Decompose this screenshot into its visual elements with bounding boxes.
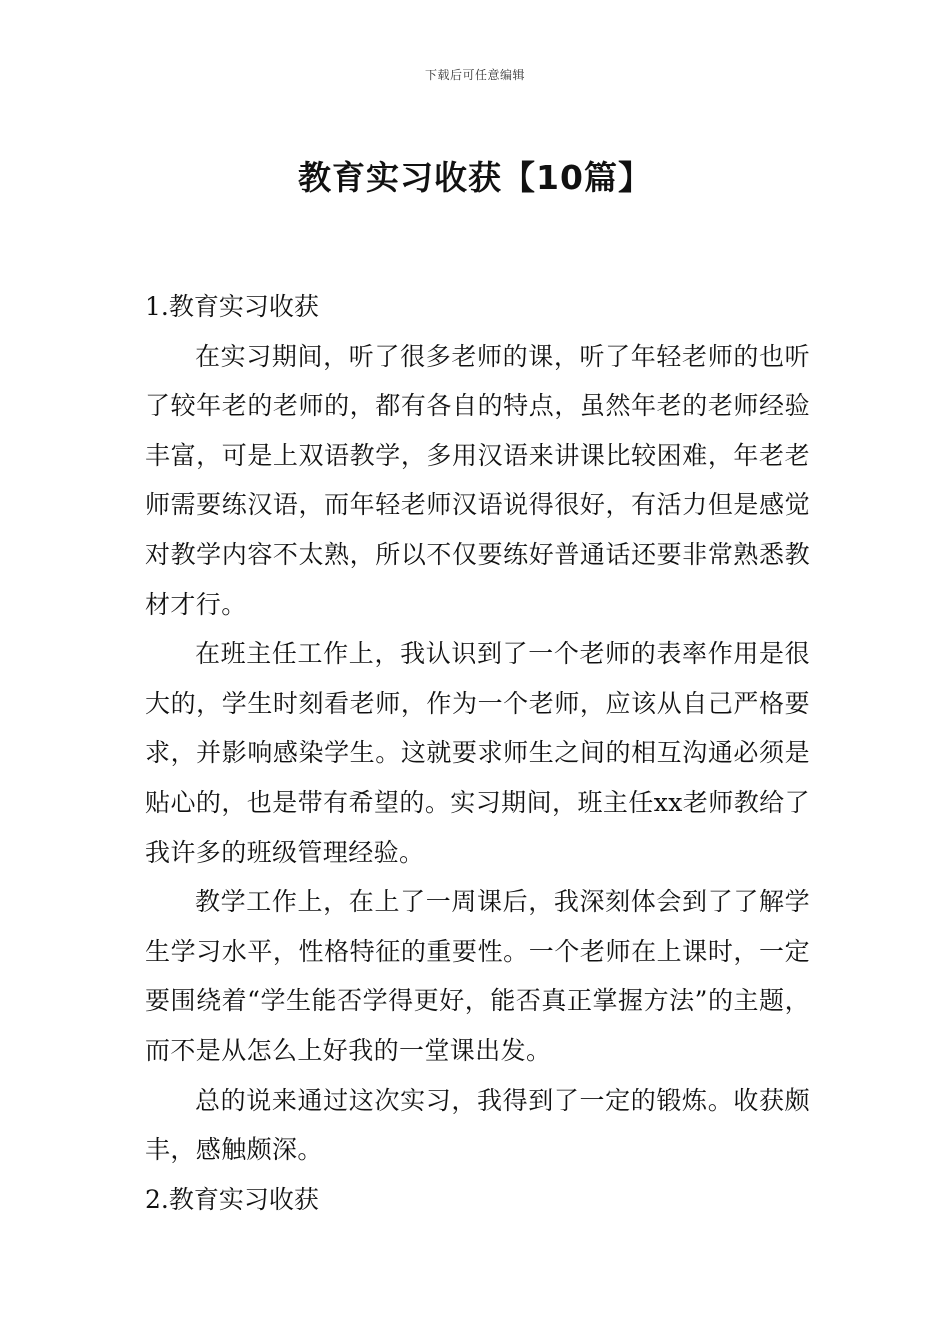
document-body <box>145 282 810 1224</box>
paragraph: 在班主任工作上，我认识到了一个老师的表率作用是很大的，学生时刻看老师，作为一个老师，应该从自己严格要求，并影响感染学生。这就要求师生之间的相互沟通必须是贴心的，也是带有希望的。实习期间，班主任xx老师教给了我许多的班级管理经验。 <box>145 639 810 867</box>
paragraph: 教学工作上，在上了一周课后，我深刻体会到了了解学生学习水平，性格特征的重要性。一个老师在上课时，一定要围绕着“学生能否学得更好，能否真正掌握方法”的主题，而不是从怎么上好我的一堂课出发。 <box>145 887 810 1065</box>
section-heading-1: 1.教育实习收获 <box>145 292 319 321</box>
document-title: 教育实习收获【10篇】 <box>298 158 652 198</box>
header-note: 下载后可任意编辑 <box>424 68 525 82</box>
paragraph: 总的说来通过这次实习，我得到了一定的锻炼。收获颇丰，感触颇深。 <box>145 1085 810 1165</box>
section-heading-2: 2.教育实习收获 <box>145 1184 319 1214</box>
paragraph: 在实习期间，听了很多老师的课，听了年轻老师的也听了较年老的老师的，都有各自的特点，虽然年老的老师经验丰富，可是上双语教学，多用汉语来讲课比较困难，年老老师需要练汉语，而年轻老师汉语说得很好，有活力但是感觉对教学内容不太熟，所以不仅要练好普通话还要非常熟悉教材才行。 <box>145 341 810 619</box>
